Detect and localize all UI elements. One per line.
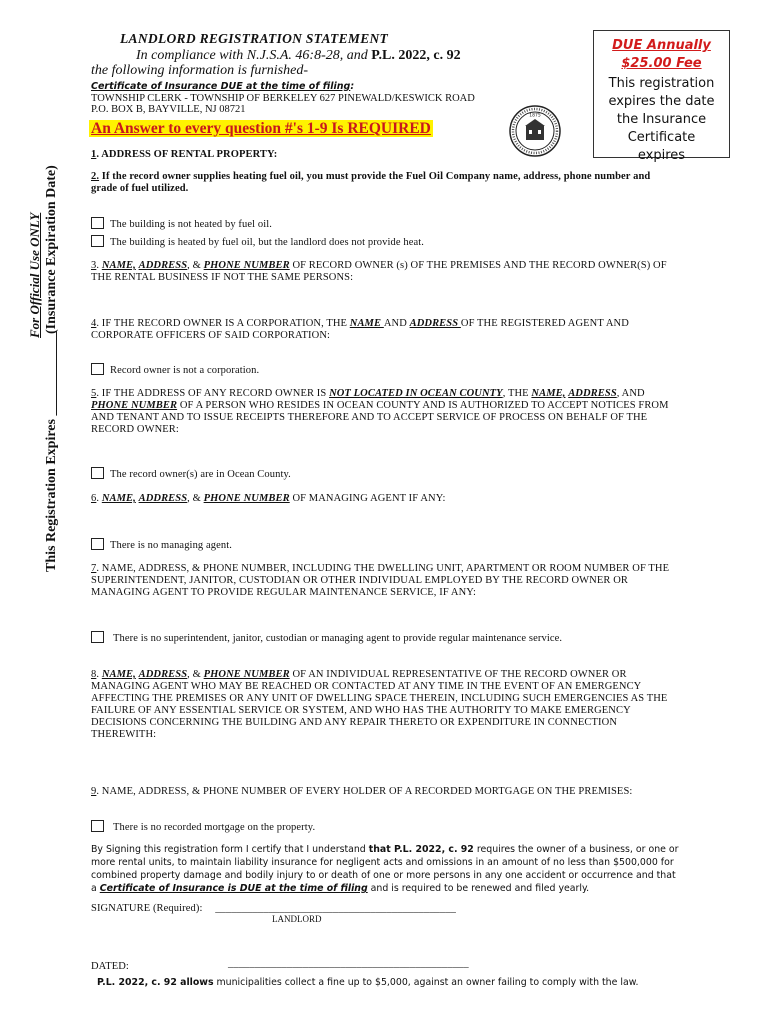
question-4 [91, 318, 676, 342]
due-annually-box [593, 30, 730, 163]
q6-no-agent-checkbox[interactable] [91, 538, 104, 550]
q2-option-1[interactable] [91, 217, 272, 231]
q2-number: 2. [91, 171, 100, 182]
q4-address: ADDRESS [409, 318, 461, 329]
q2-no-heat-checkbox[interactable] [91, 235, 104, 247]
q5-and: , AND [616, 388, 645, 399]
q2-option-2-label: The building is heated by fuel oil, but the landlord does not provide heat. [110, 237, 424, 248]
q4-name: NAME [349, 318, 384, 329]
cert-due-text: Certificate of Insurance DUE at the time of filing [91, 81, 351, 92]
q2-option-1-label: The building is not heated by fuel oil. [110, 219, 272, 230]
due-body-2: expires the date [608, 94, 715, 109]
q3-name: NAME, [101, 260, 136, 271]
q8-text: OF AN INDIVIDUAL REPRESENTATIVE OF THE RECORD OWNER OR MANAGING AGENT WHO MAY BE REACHED OR CONTACTED AT ANY TIME IN THE EVENT OF AN EMERGENCY AFFECTING THE PREMISES OR ANY UNIT OF DWELLING SPACE THEREIN, INCLUDING SUCH EMERGENCIES AS THE FAILURE OF ANY ESSENTIAL SERVICE OR SYSTEM, AND WHO HAS THE AUTHORITY TO MAKE EMERGENCY DECISIONS CONCERNING THE BUILDING AND ANY REPAIR THERETO OR EXPENDITURE IN CONNECTION THEREWITH: [91, 669, 668, 740]
q4-number: 4 [91, 318, 97, 329]
due-annually: DUE Annually [612, 38, 711, 53]
landlord-caption: LANDLORD [272, 914, 322, 924]
q8-phone: PHONE NUMBER [203, 669, 290, 680]
q5-not-located: NOT LOCATED IN OCEAN COUNTY [329, 388, 503, 399]
q1-text: . ADDRESS OF RENTAL PROPERTY: [96, 149, 278, 160]
question-2 [91, 171, 676, 195]
q2-text: If the record owner supplies heating fuel oil, you must provide the Fuel Oil Company name, address, phone number and grade of fuel utilized. [91, 171, 651, 194]
q6-name: NAME, [101, 493, 136, 504]
furnished-line: the following information is furnished- [91, 63, 309, 78]
q6-phone: PHONE NUMBER [203, 493, 290, 504]
certify-pre: By Signing this registration form I certify that I understand [91, 844, 369, 855]
q4-not-corporation-checkbox[interactable] [91, 363, 104, 375]
compliance-law: P.L. 2022, c. 92 [371, 48, 461, 63]
question-3: 3. NAME, ADDRESS, & PHONE NUMBER OF RECORD OWNER (s) OF THE PREMISES AND THE RECORD OWNER(S) OF THE RENTAL BUSINESS IF NOT THE SAME PERSONS: [91, 260, 667, 283]
cert-due-line [91, 81, 354, 92]
q7-option-label: There is no superintendent, janitor, custodian or managing agent to provide regular maintenance service. [113, 633, 563, 644]
compliance-line [136, 48, 461, 64]
q7-text: . NAME, ADDRESS, & PHONE NUMBER, INCLUDING THE DWELLING UNIT, APARTMENT OR ROOM NUMBER OF THE SUPERINTENDENT, JANITOR, CUSTODIAN OR OTHER INDIVIDUAL EMPLOYED BY THE RECORD OWNER OR MANAGING AGENT TO PROVIDE REGULAR MAINTENANCE SERVICE, IF ANY: [91, 563, 670, 598]
q9-no-mortgage-checkbox[interactable] [91, 820, 104, 832]
certify-mid: requires the owner of a business, or one or more rental units, to maintain liability insurance for negligent acts and omissions in an amount of no less than $500,000 for combined property damage and bodily injury to or death of one or more persons in any one accident or occurrence and that a [91, 844, 679, 894]
question-6: 6. NAME, ADDRESS, & PHONE NUMBER OF MANAGING AGENT IF ANY: [91, 493, 446, 504]
certify-law: that P.L. 2022, c. 92 [368, 844, 474, 855]
q7-number: 7 [91, 563, 97, 574]
question-8: 8. NAME, ADDRESS, & PHONE NUMBER OF AN INDIVIDUAL REPRESENTATIVE OF THE RECORD OWNER OR MANAGING AGENT WHO MAY BE REACHED OR CONTACTED AT ANY TIME IN THE EVENT OF AN EMERGENCY AFFECTING THE PREMISES OR ANY UNIT OF DWELLING SPACE THEREIN, INCLUDING SUCH EMERGENCIES AS THE FAILURE OF ANY ESSENTIAL SERVICE OR SYSTEM, AND WHO HAS THE AUTHORITY TO MAKE EMERGENCY DECISIONS CONCERNING THE BUILDING AND ANY REPAIR THERETO OR EXPENDITURE IN CONNECTION THEREWITH: [91, 669, 668, 740]
q2-not-heated-checkbox[interactable] [91, 217, 104, 229]
question-5 [91, 388, 681, 436]
q5-option[interactable] [91, 467, 291, 481]
certify-end: and is required to be renewed and filed yearly. [367, 883, 590, 894]
certification-text [91, 843, 681, 895]
signature-field[interactable]: _____________________________________________ [215, 903, 456, 914]
q5-phone: PHONE NUMBER [91, 400, 178, 411]
seal-year: 1875 [529, 113, 541, 119]
insurance-expiration-label: (Insurance Expiration Date) [44, 165, 59, 334]
form-title: LANDLORD REGISTRATION STATEMENT [120, 31, 389, 46]
registration-expires-label: This Registration Expires ____________ [44, 331, 59, 572]
q5-text: OF A PERSON WHO RESIDES IN OCEAN COUNTY AND IS AUTHORIZED TO ACCEPT NOTICES FROM AND TENANT AND TO ISSUE RECEIPTS THEREFORE AND TO ACCEPT SERVICE OF PROCESS ON BEHALF OF THE RECORD OWNER: [91, 400, 669, 435]
q8-number: 8 [91, 669, 97, 680]
q6-number: 6 [91, 493, 97, 504]
q3-phone: PHONE NUMBER [203, 260, 290, 271]
required-text: An Answer to every question #'s 1-9 Is REQUIRED [91, 120, 431, 137]
q5-number: 5 [91, 388, 97, 399]
q9-option-label: There is no recorded mortgage on the property. [113, 822, 316, 833]
required-banner [89, 120, 433, 138]
q7-option[interactable] [91, 631, 562, 645]
q8-address: ADDRESS [138, 669, 188, 680]
q3-address: ADDRESS [138, 260, 188, 271]
q5-option-label: The record owner(s) are in Ocean County. [110, 469, 291, 480]
q2-option-2[interactable] [91, 235, 424, 249]
due-body-4: Certificate [627, 130, 696, 145]
q4-pre: . IF THE RECORD OWNER IS A CORPORATION, THE [96, 318, 350, 329]
q4-text: OF THE REGISTERED AGENT AND CORPORATE OFFICERS OF SAID CORPORATION: [91, 318, 629, 341]
footer-bold: P.L. 2022, c. 92 allows [97, 977, 214, 988]
q5-address: ADDRESS [568, 388, 617, 399]
q3-text: OF RECORD OWNER (s) OF THE PREMISES AND THE RECORD OWNER(S) OF THE RENTAL BUSINESS IF NOT THE SAME PERSONS: [91, 260, 667, 283]
township-seal [508, 104, 562, 158]
signature-label: SIGNATURE (Required): [91, 903, 203, 914]
q9-text: . NAME, ADDRESS, & PHONE NUMBER OF EVERY HOLDER OF A RECORDED MORTGAGE ON THE PREMISES: [96, 786, 633, 797]
q7-no-superintendent-checkbox[interactable] [91, 631, 104, 643]
official-use-label: For Official Use ONLY [27, 212, 42, 338]
q5-mid: , THE [502, 388, 532, 399]
due-fee: $25.00 Fee [621, 56, 702, 71]
due-body-3: the Insurance [616, 112, 707, 127]
q3-number: 3 [91, 260, 97, 271]
due-body-1: This registration [608, 76, 715, 91]
cert-due-colon: : [350, 81, 355, 92]
seal-icon [508, 104, 562, 158]
dated-label: DATED: [91, 961, 129, 972]
clerk-address: TOWNSHIP CLERK - TOWNSHIP OF BERKELEY 627 PINEWALD/KESWICK ROAD [91, 93, 475, 104]
q6-option-label: There is no managing agent. [110, 540, 232, 551]
q4-option[interactable] [91, 363, 259, 377]
q5-pre: . IF THE ADDRESS OF ANY RECORD OWNER IS [96, 388, 330, 399]
question-9 [91, 786, 676, 798]
q5-in-ocean-county-checkbox[interactable] [91, 467, 104, 479]
q9-option[interactable] [91, 820, 315, 834]
question-1 [91, 149, 277, 161]
q6-option[interactable] [91, 538, 232, 552]
q6-text: OF MANAGING AGENT IF ANY: [289, 493, 446, 504]
footer-text: municipalities collect a fine up to $5,000, against an owner failing to comply with the law. [213, 977, 639, 988]
q1-number: 1 [91, 149, 97, 160]
q4-option-label: Record owner is not a corporation. [110, 365, 260, 376]
due-body-5: expires [637, 148, 686, 163]
question-7 [91, 563, 681, 599]
q8-name: NAME, [101, 669, 136, 680]
certify-cert: Certificate of Insurance is DUE at the time of filing [99, 883, 368, 894]
q4-mid: AND [383, 318, 410, 329]
q9-number: 9 [91, 786, 97, 797]
footer-note [97, 977, 639, 988]
compliance-prefix: In compliance with N.J.S.A. 46:8-28, and [136, 48, 372, 63]
q6-address: ADDRESS [138, 493, 188, 504]
q5-name: NAME, [531, 388, 566, 399]
po-box: P.O. BOX B, BAYVILLE, NJ 08721 [91, 104, 246, 115]
dated-field[interactable]: _____________________________________________ [228, 958, 469, 969]
